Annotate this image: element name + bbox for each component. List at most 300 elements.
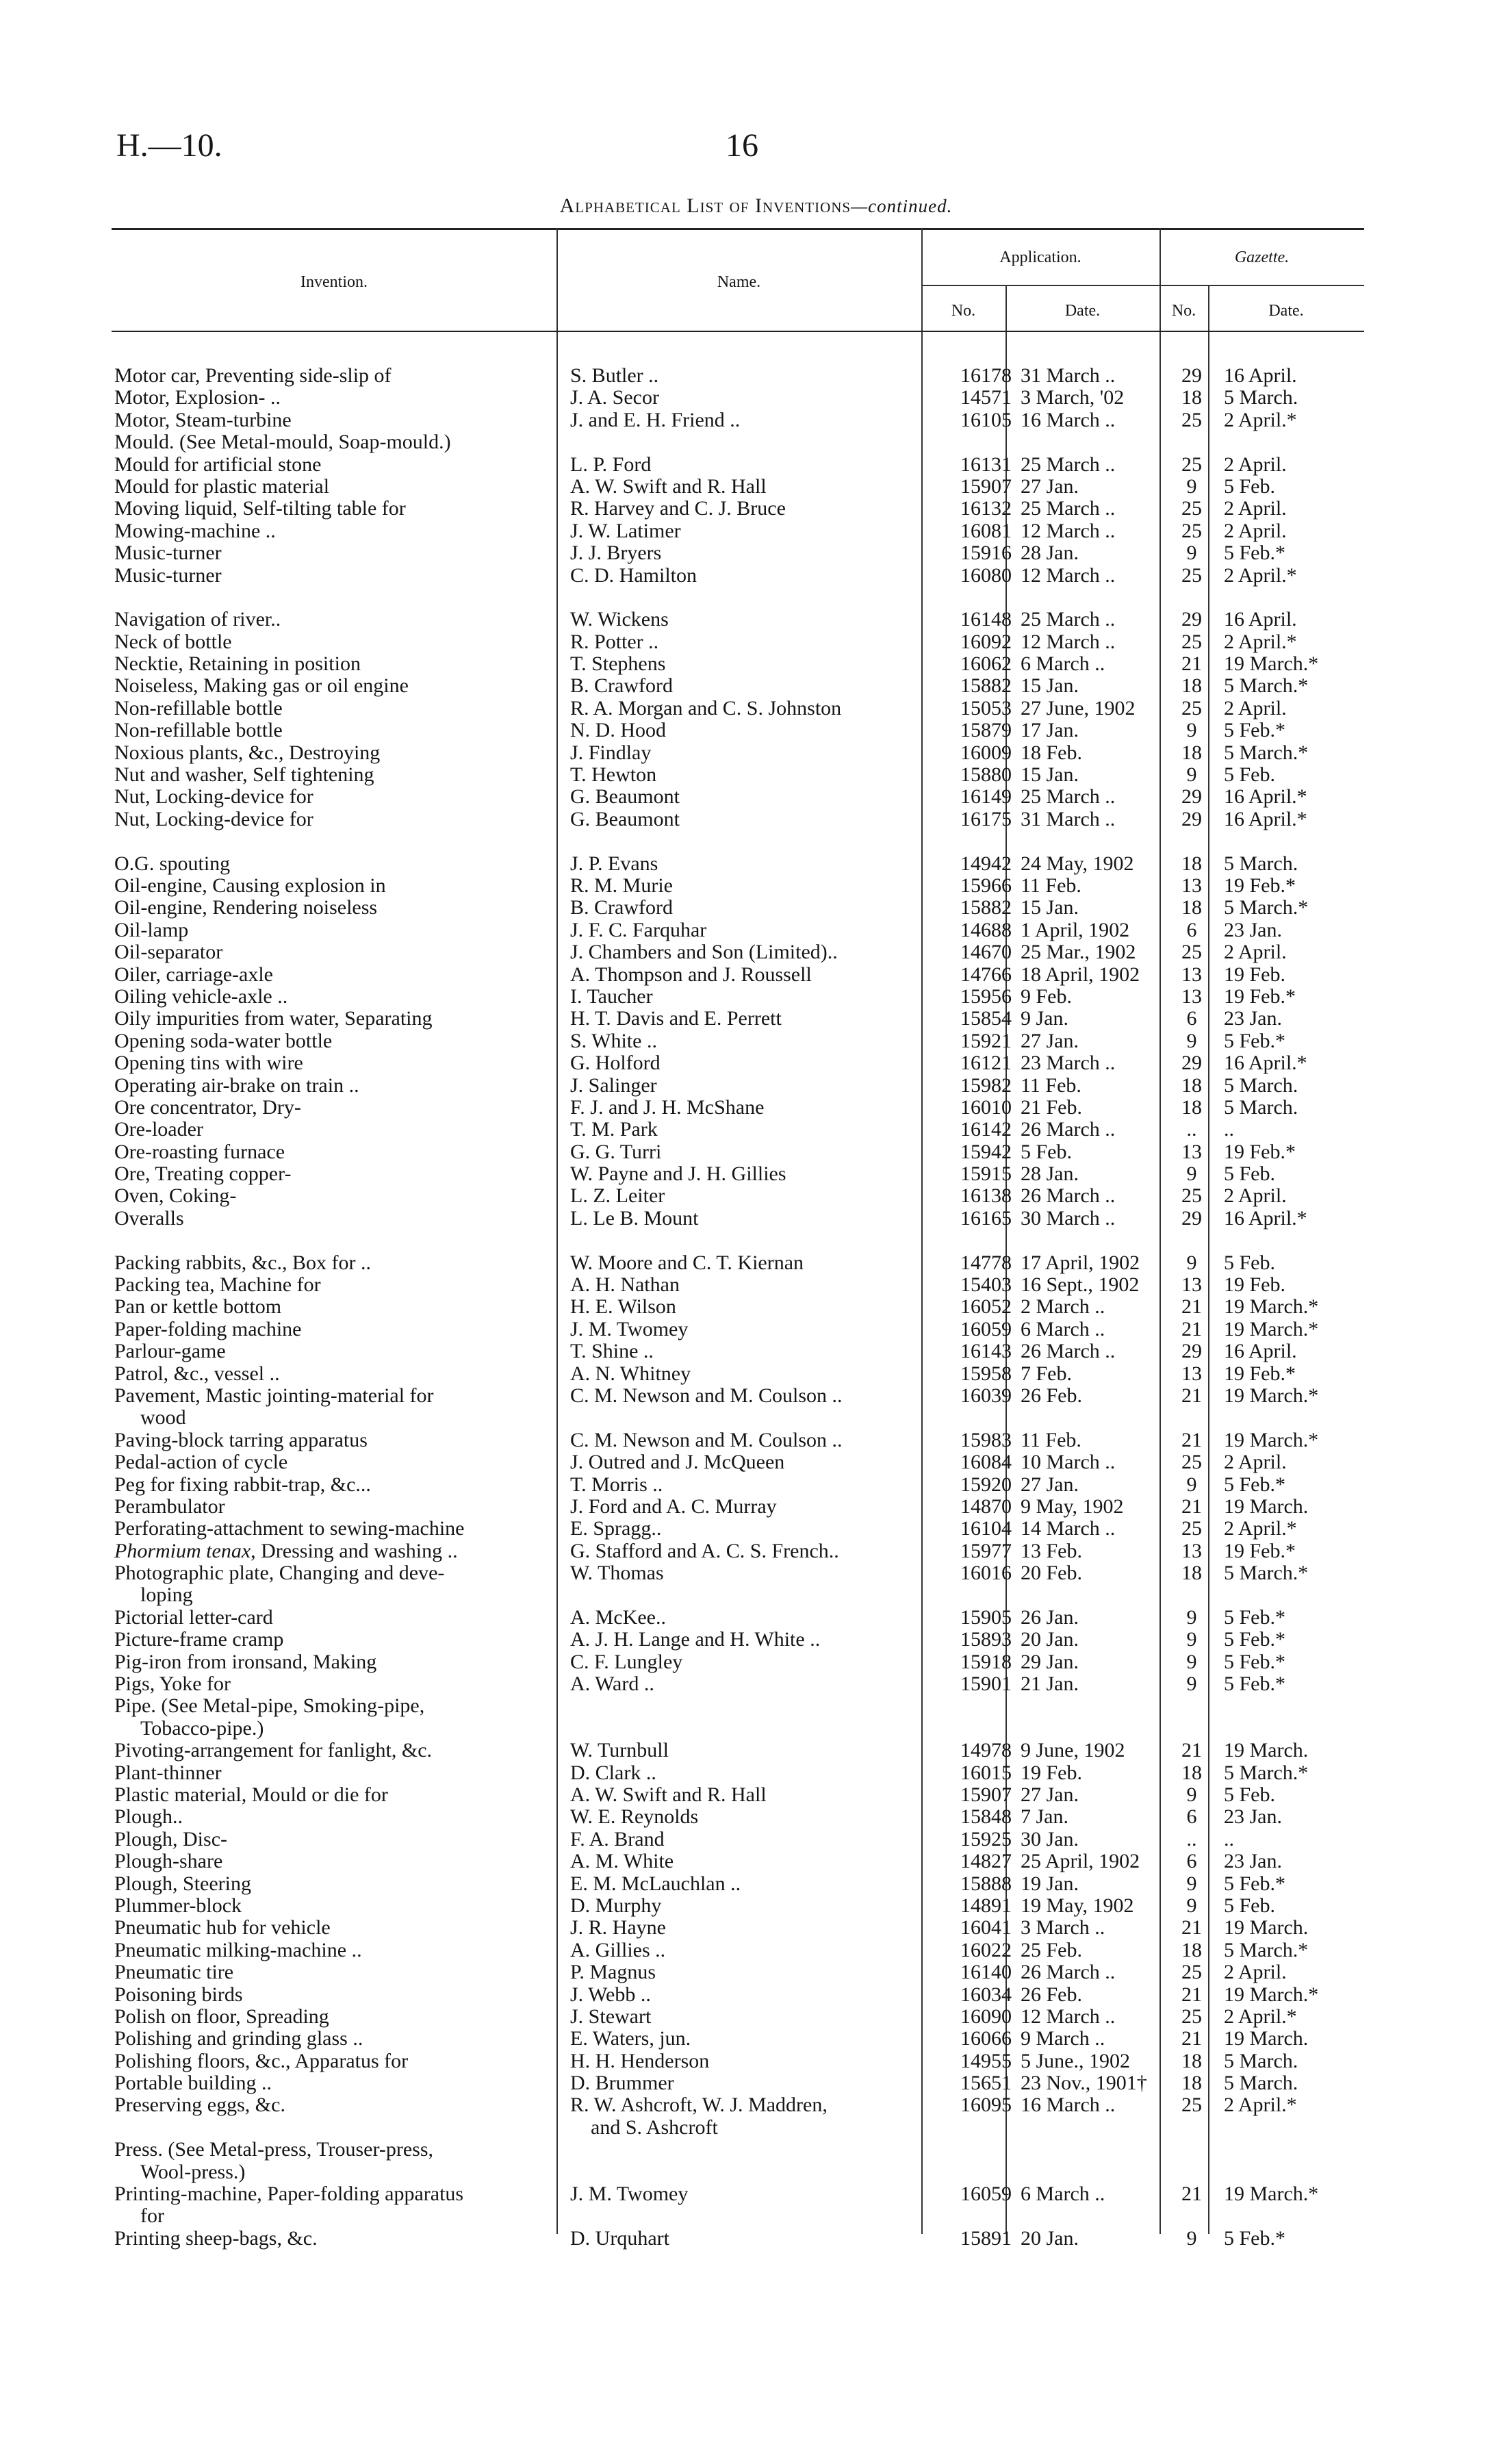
table-row [112,2228,1364,2250]
gazette-date-cell: 5 Feb.* [1224,1605,1285,1629]
invention-cell: Motor, Explosion- .. [114,386,281,409]
gazette-date-cell: 5 Feb. [1224,474,1275,498]
gazette-no-cell: 25 [1181,2005,1202,2028]
name-cell: H. H. Henderson [570,2049,710,2072]
name-cell: R. M. Murie [570,874,673,897]
table-row [112,875,1364,897]
name-cell: J. R. Hayne [570,1916,666,1939]
gazette-no-cell: 13 [1181,984,1202,1008]
invention-cell: Pigs, Yoke for [114,1672,231,1696]
gazette-no-cell: 9 [1186,719,1197,742]
invention-cell: Pedal-action of cycle [114,1451,288,1474]
invention-cell: Packing tea, Machine for [114,1273,321,1297]
table-row [112,1895,1364,1917]
gazette-date-cell: 16 April.* [1224,807,1307,830]
table-row [112,2050,1364,2072]
app-no-cell: 15942 [960,1140,1012,1163]
name-cell: J. W. Latimer [570,519,681,542]
gazette-date-cell: 23 Jan. [1224,1850,1282,1873]
app-no-cell: 16090 [960,2005,1012,2028]
app-date-cell: 16 March .. [1021,408,1116,431]
table-row [112,387,1364,409]
gazette-no-cell: 9 [1186,1672,1197,1696]
app-date-cell: 25 March .. [1021,497,1116,520]
app-no-cell: 16062 [960,652,1012,676]
invention-cell: Polishing and grinding glass .. [114,2027,363,2050]
app-date-cell: 31 March .. [1021,807,1116,830]
app-no-cell: 15983 [960,1428,1012,1451]
app-no-cell: 15907 [960,474,1012,498]
invention-cell: Oil-engine, Rendering noiseless [114,896,378,919]
table-row [112,786,1364,808]
gazette-no-cell: 29 [1181,1052,1202,1075]
app-date-cell: 15 Jan. [1021,763,1079,787]
name-cell: A. J. H. Lange and H. White .. [570,1628,821,1651]
app-no-cell: 15982 [960,1073,1012,1097]
app-no-cell: 15918 [960,1650,1012,1673]
app-date-cell: 23 March .. [1021,1052,1116,1075]
invention-cell: Mowing-machine .. [114,519,276,542]
invention-cell: Oiling vehicle-axle .. [114,984,288,1008]
name-cell: T. Stephens [570,652,666,676]
name-cell: A. Ward .. [570,1672,654,1696]
name-cell: L. Z. Leiter [570,1184,665,1208]
invention-cell: Plough, Disc- [114,1827,227,1850]
invention-cell: Packing rabbits, &c., Box for .. [114,1251,371,1274]
invention-cell: Plastic material, Mould or die for [114,1783,388,1806]
name-cell: T. M. Park [570,1118,658,1141]
invention-cell: Ore, Treating copper- [114,1162,292,1186]
app-date-cell: 6 March .. [1021,652,1105,676]
app-no-cell: 16175 [960,807,1012,830]
table-row [112,1075,1364,1097]
app-no-cell: 15880 [960,763,1012,787]
invention-cell: Picture-frame cramp [114,1628,284,1651]
gazette-no-cell: 13 [1181,1362,1202,1385]
gazette-no-cell: 18 [1181,386,1202,409]
gazette-no-cell: 25 [1181,1961,1202,1984]
table-row [112,919,1364,941]
app-no-cell: 16009 [960,741,1012,764]
gazette-no-cell: 13 [1181,874,1202,897]
gazette-date-cell: 5 March. [1224,2049,1298,2072]
invention-cell: Opening soda-water bottle [114,1029,333,1052]
name-cell: and S. Ashcroft [591,2115,718,2139]
name-cell: D. Murphy [570,1894,662,1917]
name-cell: G. Holford [570,1052,661,1075]
gazette-no-cell: 9 [1186,1894,1197,1917]
invention-cell: Printing-machine, Paper-folding apparatus [114,2183,464,2206]
table-row [112,1296,1364,1318]
app-no-cell: 16138 [960,1184,1012,1208]
gazette-date-cell: 5 Feb.* [1224,542,1285,565]
gazette-date-cell: 2 April.* [1224,2094,1297,2117]
gazette-no-cell: 9 [1186,2226,1197,2250]
app-no-cell: 15882 [960,896,1012,919]
app-no-cell: 14688 [960,918,1012,941]
gazette-date-cell: 5 Feb.* [1224,1672,1285,1696]
gazette-no-cell: 29 [1181,364,1202,387]
name-cell: C. M. Newson and M. Coulson .. [570,1428,843,1451]
app-date-cell: 12 March .. [1021,630,1116,653]
gazette-date-cell: 19 March.* [1224,1384,1319,1407]
gazette-no-cell: 25 [1181,519,1202,542]
gazette-date-cell: 19 March. [1224,1916,1309,1939]
invention-cell: Ore-roasting furnace [114,1140,285,1163]
app-no-cell: 16148 [960,608,1012,631]
invention-cell: Photographic plate, Changing and deve- [114,1562,445,1585]
app-no-cell: 15053 [960,696,1012,720]
name-cell: J. M. Twomey [570,2183,689,2206]
app-no-cell: 16016 [960,1562,1012,1585]
gazette-date-cell: 19 Feb.* [1224,1362,1296,1385]
app-date-cell: 26 March .. [1021,1118,1116,1141]
table-row [112,1429,1364,1451]
gazette-date-cell: 5 Feb. [1224,1162,1275,1186]
gazette-date-cell: 19 March.* [1224,1317,1319,1340]
invention-cell: Oil-separator [114,941,223,964]
table-row [112,1451,1364,1473]
gazette-date-cell: 2 April.* [1224,630,1297,653]
app-date-cell: 7 Jan. [1021,1805,1068,1829]
table-row [112,1252,1364,1274]
app-date-cell: 19 May, 1902 [1021,1894,1134,1917]
gazette-date-cell: 5 March.* [1224,674,1309,698]
table-row [112,2094,1364,2116]
gazette-no-cell: 9 [1186,1029,1197,1052]
table-row [112,520,1364,542]
app-no-cell: 15915 [960,1162,1012,1186]
app-date-cell: 25 Feb. [1021,1938,1082,1961]
invention-cell: Oil-lamp [114,918,189,941]
name-cell: R. W. Ashcroft, W. J. Maddren, [570,2094,828,2117]
invention-cell: Noiseless, Making gas or oil engine [114,674,409,698]
app-no-cell: 14571 [960,386,1012,409]
app-subhead-rule [921,285,1159,286]
app-date-cell: 9 June, 1902 [1021,1739,1125,1762]
table-row [112,1984,1364,2006]
app-no-cell: 15905 [960,1605,1012,1629]
invention-cell: Non-refillable bottle [114,696,283,720]
gazette-date-cell: 23 Jan. [1224,1805,1282,1829]
table-row [112,1873,1364,1895]
gazette-date-cell: 23 Jan. [1224,918,1282,941]
app-no-cell: 16131 [960,453,1012,476]
invention-cell: Mould for plastic material [114,474,330,498]
table-row [112,1030,1364,1052]
gazette-no-cell: 9 [1186,1473,1197,1496]
name-cell: A. M. White [570,1850,674,1873]
invention-cell: Motor, Steam-turbine [114,408,292,431]
app-no-cell: 14870 [960,1495,1012,1518]
app-date-cell: 27 Jan. [1021,1029,1079,1052]
page-number: 16 [726,127,758,164]
table-row [112,1097,1364,1119]
app-date-cell: 26 Feb. [1021,1384,1082,1407]
gazette-no-cell: 18 [1181,741,1202,764]
invention-cell: Phormium tenax, Dressing and washing .. [114,1539,458,1562]
app-date-cell: 17 Jan. [1021,719,1079,742]
table-row [112,565,1364,587]
app-no-cell: 15907 [960,1783,1012,1806]
name-cell: E. Waters, jun. [570,2027,691,2050]
name-cell: J. Ford and A. C. Murray [570,1495,777,1518]
app-date-cell: 26 Jan. [1021,1605,1079,1629]
app-date-cell: 27 Jan. [1021,1783,1079,1806]
title-main: Alphabetical List of Inventions [559,194,851,217]
table-row [112,2006,1364,2028]
table-row [112,1607,1364,1629]
name-cell: J. Outred and J. McQueen [570,1451,785,1474]
app-date-cell: 23 Nov., 1901† [1021,2072,1147,2095]
invention-cell: Necktie, Retaining in position [114,652,361,676]
name-cell: I. Taucher [570,984,653,1008]
table-row [112,1363,1364,1385]
invention-cell: Ore-loader [114,1118,203,1141]
gazette-no-cell: 13 [1181,1140,1202,1163]
app-date-cell: 30 Jan. [1021,1827,1079,1850]
app-no-cell: 16010 [960,1095,1012,1119]
app-date-cell: 28 Jan. [1021,542,1079,565]
app-no-cell: 16095 [960,2094,1012,2117]
app-date-cell: 13 Feb. [1021,1539,1082,1562]
gazette-no-cell: 9 [1186,1162,1197,1186]
gazette-date-cell: 19 Feb.* [1224,874,1296,897]
invention-cell: Mould for artificial stone [114,453,322,476]
app-no-cell: 15882 [960,674,1012,698]
gazette-date-cell: 5 Feb.* [1224,1473,1285,1496]
invention-cell: for [140,2204,164,2228]
table-row [112,897,1364,919]
gazette-no-cell: 29 [1181,1340,1202,1363]
app-no-cell: 15888 [960,1872,1012,1895]
name-cell: S. White .. [570,1029,657,1052]
gazette-date-cell: 16 April.* [1224,1206,1307,1230]
invention-cell: Music-turner [114,542,222,565]
gazette-no-cell: 18 [1181,1761,1202,1784]
invention-cell: Preserving eggs, &c. [114,2094,285,2117]
gazette-date-cell: 2 April.* [1224,1517,1297,1540]
app-date-cell: 27 Jan. [1021,1473,1079,1496]
app-no-cell: 14891 [960,1894,1012,1917]
app-date-cell: 5 Feb. [1021,1140,1072,1163]
app-no-cell: 15879 [960,719,1012,742]
gazette-date-cell: 19 Feb. [1224,963,1285,986]
gazette-no-cell: 25 [1181,497,1202,520]
page-ref: H.—10. [116,127,222,164]
gazette-date-cell: .. [1224,1827,1234,1850]
table-row [112,1208,1364,1230]
gazette-date-cell: 5 March.* [1224,741,1309,764]
name-cell: G. Stafford and A. C. S. French.. [570,1539,839,1562]
invention-cell: Plough, Steering [114,1872,251,1895]
invention-cell: Moving liquid, Self-tilting table for [114,497,406,520]
gazette-no-cell: 25 [1181,453,1202,476]
gazette-no-cell: 29 [1181,785,1202,809]
app-no-cell: 16059 [960,1317,1012,1340]
app-no-cell: 16084 [960,1451,1012,1474]
gazette-date-cell: 19 March. [1224,1495,1309,1518]
app-date-cell: 27 Jan. [1021,474,1079,498]
gazette-date-cell: 5 Feb. [1224,1251,1275,1274]
app-no-cell: 16034 [960,1983,1012,2006]
table-row [112,476,1364,498]
table-row [112,454,1364,476]
table-row [112,1961,1364,1983]
table-row [112,1829,1364,1850]
gazette-no-cell: 25 [1181,563,1202,587]
app-date-cell: 21 Jan. [1021,1672,1079,1696]
app-date-cell: 16 Sept., 1902 [1021,1273,1140,1297]
table-row [112,1784,1364,1806]
table-row [112,2072,1364,2094]
section-gap [112,830,1364,852]
name-cell: J. Findlay [570,741,652,764]
app-date-cell: 27 June, 1902 [1021,696,1136,720]
app-date-cell: 15 Jan. [1021,674,1079,698]
invention-cell: Nut and washer, Self tightening [114,763,374,787]
invention-cell: Overalls [114,1206,184,1230]
table-row [112,1850,1364,1872]
app-date-cell: 7 Feb. [1021,1362,1072,1385]
table-row [112,675,1364,697]
app-date-cell: 15 Jan. [1021,896,1079,919]
table-row [112,742,1364,764]
gazette-no-cell: 18 [1181,852,1202,875]
name-cell: J. Salinger [570,1073,657,1097]
app-no-cell: 14978 [960,1739,1012,1762]
app-no-cell: 15956 [960,984,1012,1008]
name-cell: J. and E. H. Friend .. [570,408,741,431]
app-no-cell: 16092 [960,630,1012,653]
name-cell: D. Urquhart [570,2226,669,2250]
gazette-date-cell: 5 Feb. [1224,1894,1275,1917]
table-row [112,653,1364,675]
invention-cell: Ore concentrator, Dry- [114,1095,301,1119]
table-row [112,986,1364,1008]
app-date-cell: 5 June., 1902 [1021,2049,1130,2072]
app-date-cell: 6 March .. [1021,1317,1105,1340]
name-cell: C. D. Hamilton [570,563,697,587]
app-date-cell: 28 Jan. [1021,1162,1079,1186]
name-cell: A. N. Whitney [570,1362,691,1385]
gazette-no-cell: 18 [1181,1095,1202,1119]
col-invention: Invention. [300,273,368,291]
name-cell: C. F. Lungley [570,1650,683,1673]
invention-cell: Pneumatic tire [114,1961,234,1984]
table-row [112,1407,1364,1429]
name-cell: R. Potter .. [570,630,659,653]
gazette-no-cell: 21 [1181,1983,1202,2006]
gazette-date-cell: 19 Feb. [1224,1273,1285,1297]
app-date-cell: 1 April, 1902 [1021,918,1130,941]
table-row [112,1319,1364,1340]
name-cell: J. Chambers and Son (Limited).. [570,941,838,964]
name-cell: J. Webb .. [570,1983,651,2006]
gazette-date-cell: 5 March.* [1224,1761,1309,1784]
gazette-no-cell: 9 [1186,1628,1197,1651]
name-cell: C. M. Newson and M. Coulson .. [570,1384,843,1407]
table-row [112,2139,1364,2161]
gazette-no-cell: 21 [1181,1739,1202,1762]
invention-cell: Plummer-block [114,1894,242,1917]
app-no-cell: 16132 [960,497,1012,520]
gazette-date-cell: 16 April.* [1224,785,1307,809]
app-date-cell: 25 April, 1902 [1021,1850,1140,1873]
gazette-date-cell: 19 March.* [1224,652,1319,676]
gazette-date-cell: 5 March. [1224,2072,1298,2095]
app-date-cell: 26 March .. [1021,1961,1116,1984]
gazette-no-cell: 13 [1181,963,1202,986]
app-no-cell: 16052 [960,1295,1012,1319]
app-date-cell: 11 Feb. [1021,1073,1081,1097]
app-no-cell: 16039 [960,1384,1012,1407]
gazette-date-cell: 2 April. [1224,941,1287,964]
invention-cell: Mould. (See Metal-mould, Soap-mould.) [114,431,451,454]
invention-cell: Peg for fixing rabbit-trap, &c... [114,1473,371,1496]
table-row [112,1340,1364,1362]
table-row [112,431,1364,453]
app-no-cell: 15977 [960,1539,1012,1562]
gazette-no-cell: 18 [1181,1562,1202,1585]
gazette-no-cell: 25 [1181,696,1202,720]
name-cell: E. M. McLauchlan .. [570,1872,741,1895]
gazette-date-cell: 19 March.* [1224,1428,1319,1451]
gazette-date-cell: 2 April. [1224,1961,1287,1984]
name-cell: G. G. Turri [570,1140,662,1163]
name-cell: B. Crawford [570,674,673,698]
name-cell: J. Stewart [570,2005,652,2028]
app-no-cell: 14955 [960,2049,1012,2072]
app-date-cell: 12 March .. [1021,2005,1116,2028]
gazette-no-cell: 21 [1181,2183,1202,2206]
invention-cell: Oil-engine, Causing explosion in [114,874,386,897]
name-cell: W. Payne and J. H. Gillies [570,1162,786,1186]
app-no-cell: 15901 [960,1672,1012,1696]
table-row [112,409,1364,431]
table-row [112,1673,1364,1695]
gazette-date-cell: 5 Feb.* [1224,2226,1285,2250]
gazette-no-cell: 25 [1181,1517,1202,1540]
app-no-cell: 15893 [960,1628,1012,1651]
col-gazette-date: Date. [1268,302,1304,320]
app-date-cell: 31 March .. [1021,364,1116,387]
table-row [112,698,1364,720]
gazette-date-cell: 5 Feb. [1224,1783,1275,1806]
invention-cell: Neck of bottle [114,630,232,653]
invention-cell: Pneumatic milking-machine .. [114,1938,362,1961]
gazette-no-cell: 9 [1186,763,1197,787]
app-no-cell: 15854 [960,1007,1012,1030]
app-date-cell: 11 Feb. [1021,1428,1081,1451]
gazette-no-cell: 6 [1186,918,1197,941]
app-no-cell: 16121 [960,1052,1012,1075]
invention-cell: Patrol, &c., vessel .. [114,1362,280,1385]
gazette-date-cell: 2 April.* [1224,408,1297,431]
invention-cell: Portable building .. [114,2072,272,2095]
title-continued: —continued. [851,196,953,216]
table-row [112,2183,1364,2205]
app-date-cell: 6 March .. [1021,2183,1105,2206]
name-cell: W. Moore and C. T. Kiernan [570,1251,804,1274]
app-no-cell: 16140 [960,1961,1012,1984]
gazette-no-cell: 21 [1181,1495,1202,1518]
gazette-date-cell: 23 Jan. [1224,1007,1282,1030]
invention-cell: Non-refillable bottle [114,719,283,742]
gazette-date-cell: 16 April. [1224,364,1297,387]
app-no-cell: 16149 [960,785,1012,809]
app-no-cell: 15916 [960,542,1012,565]
